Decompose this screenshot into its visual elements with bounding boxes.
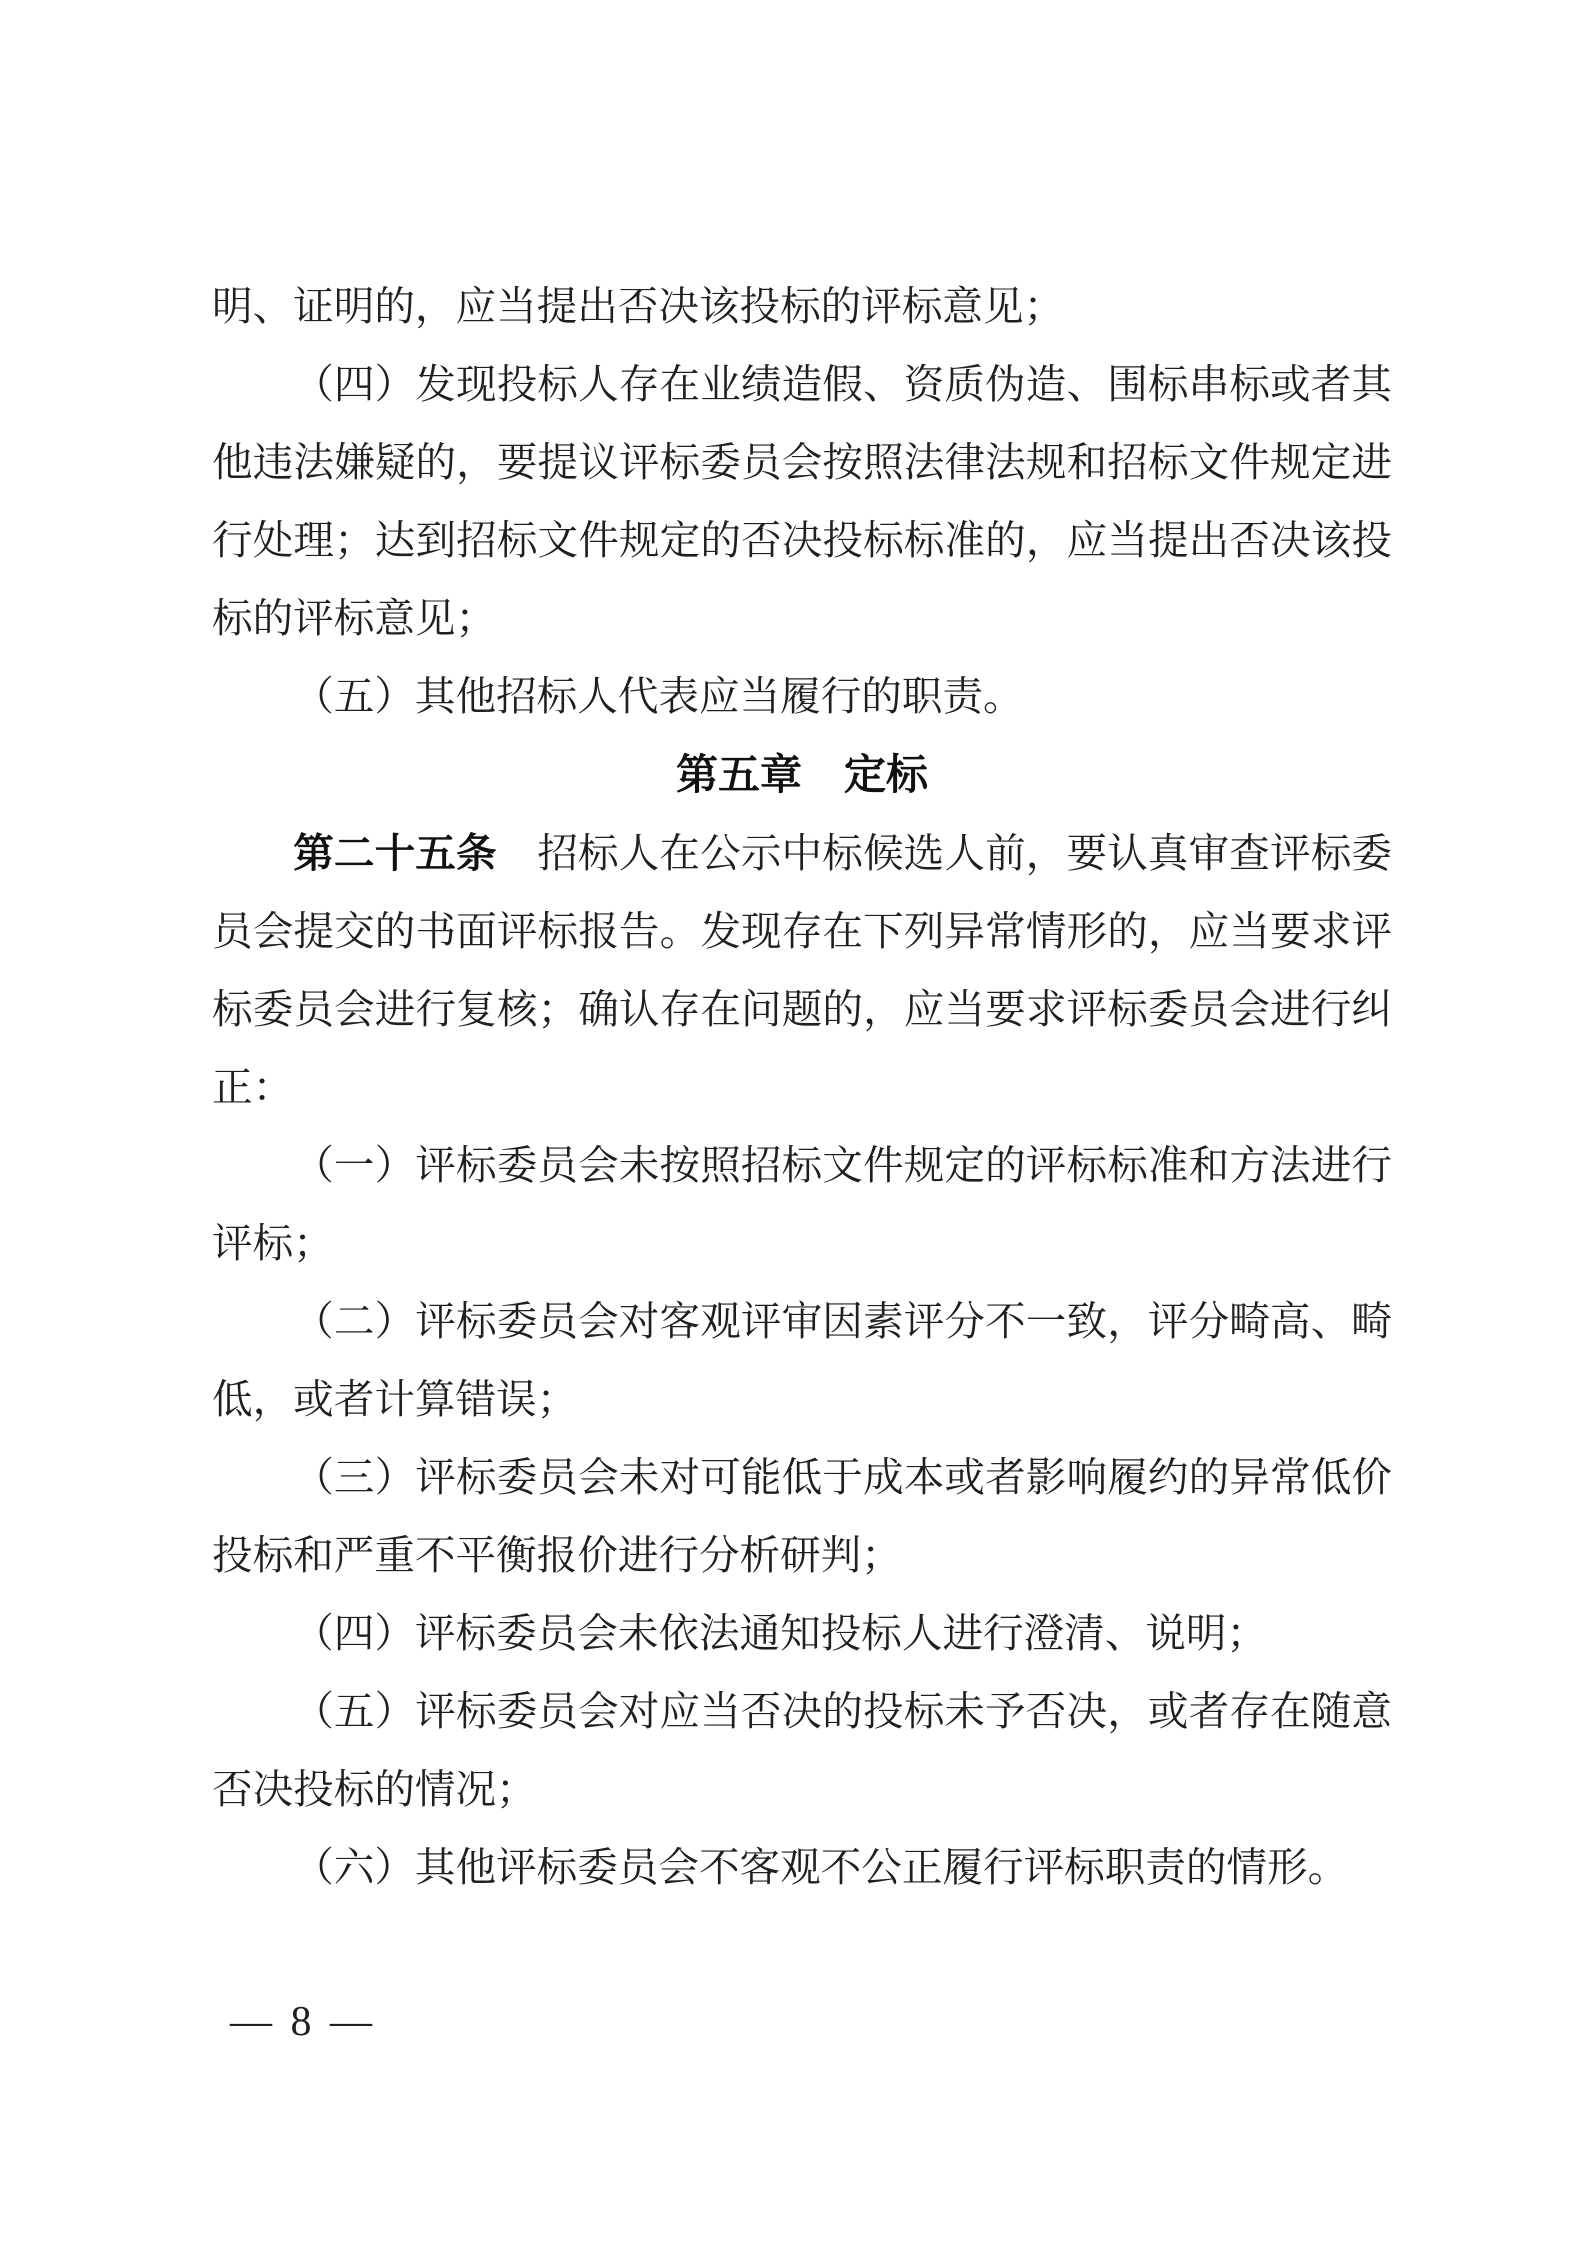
list-item-6: （六）其他评标委员会不客观不公正履行评标职责的情形。	[293, 1845, 1349, 1890]
list-item-4: （四）评标委员会未依法通知投标人进行澄清、说明；	[293, 1611, 1268, 1656]
list-item-prev-4: （四）发现投标人存在业绩造假、资质伪造、围标串标或者其他违法嫌疑的，要提议评标委员会按照法律法规和招标文件规定进行处理；达到招标文件规定的否决投标标准的，应当提出否决该投标的评标意见；	[212, 362, 1392, 641]
document-body	[212, 268, 1392, 1907]
list-item-5: （五）评标委员会对应当否决的投标未予否决，或者存在随意否决投标的情况；	[212, 1689, 1392, 1812]
chapter-title: 第五章 定标	[675, 751, 928, 798]
list-item-prev-5: （五）其他招标人代表应当履行的职责。	[293, 674, 1024, 719]
article-25-paragraph	[212, 814, 1392, 1127]
page-number: — 8 —	[230, 1999, 376, 2045]
article-25-label: 第二十五条	[293, 830, 497, 876]
continuation-paragraph: 明、证明的，应当提出否决该投标的评标意见；	[212, 284, 1065, 329]
list-item-3: （三）评标委员会未对可能低于成本或者影响履约的异常低价投标和严重不平衡报价进行分析研判；	[212, 1455, 1392, 1578]
list-item-1: （一）评标委员会未按照招标文件规定的评标标准和方法进行评标；	[212, 1143, 1392, 1266]
article-25-text: 招标人在公示中标候选人前，要认真审查评标委员会提交的书面评标报告。发现存在下列异常情形的，应当要求评标委员会进行复核；确认存在问题的，应当要求评标委员会进行纠正：	[212, 831, 1393, 1110]
list-item-2: （二）评标委员会对客观评审因素评分不一致，评分畸高、畸低，或者计算错误；	[212, 1299, 1392, 1422]
